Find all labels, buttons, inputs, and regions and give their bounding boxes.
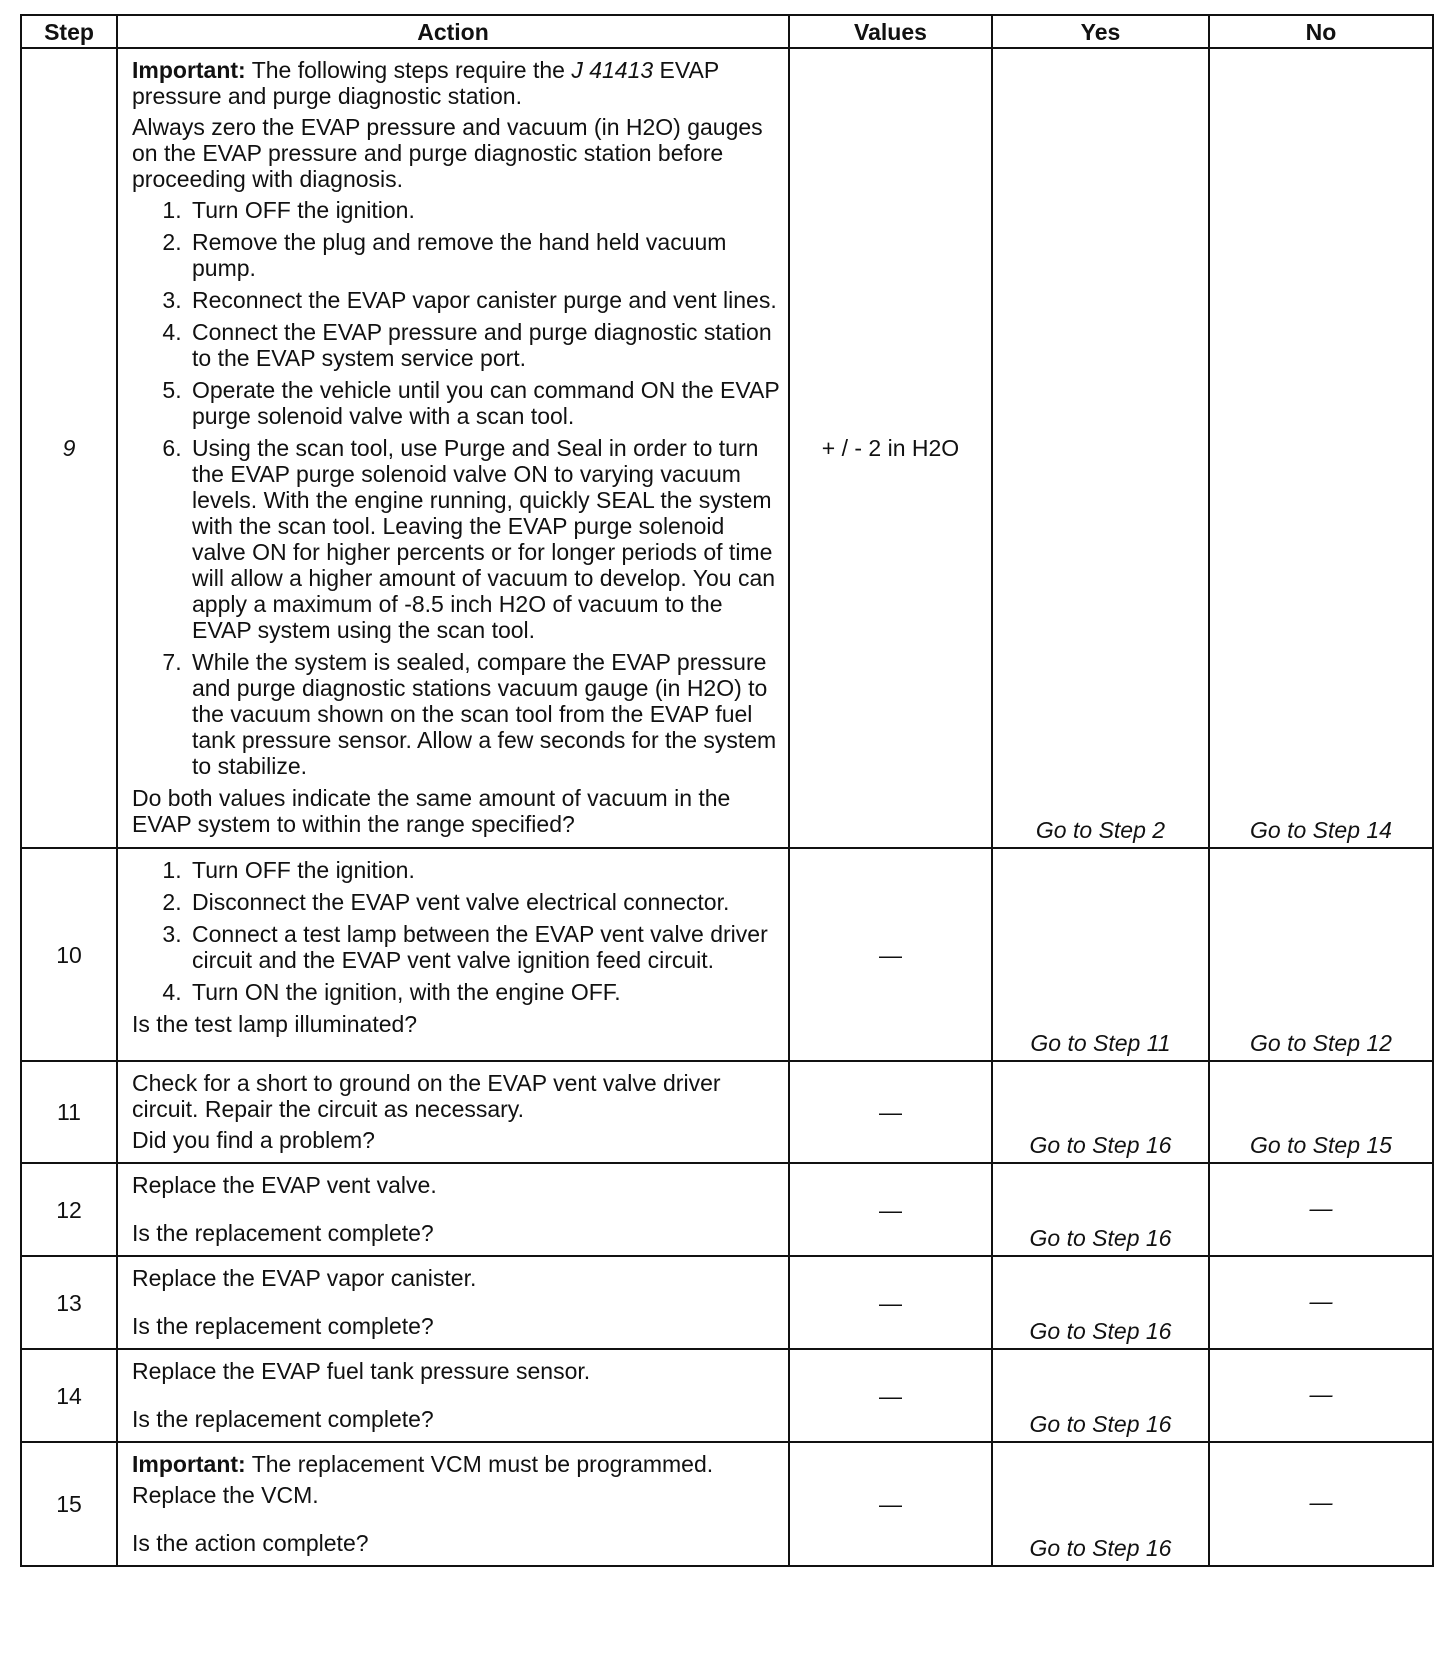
values-cell: —	[789, 1061, 992, 1163]
yes-cell: Go to Step 11	[992, 848, 1209, 1061]
procedure-list	[132, 197, 780, 779]
instruction-paragraph: Replace the EVAP vent valve.	[132, 1172, 437, 1198]
step-number: 12	[21, 1163, 117, 1256]
values-cell: —	[789, 1256, 992, 1349]
step-number: 9	[21, 48, 117, 848]
tool-number: J 41413	[571, 57, 654, 83]
no-cell: Go to Step 15	[1209, 1061, 1433, 1163]
question-text: Do both values indicate the same amount of vacuum in the EVAP system to within the range specified?	[132, 785, 731, 837]
table-row	[21, 848, 1433, 1061]
list-item: 5. Operate the vehicle until you can command ON the EVAP purge solenoid valve with a scan tool.	[188, 377, 780, 429]
action-cell	[117, 1061, 789, 1163]
yes-cell: Go to Step 16	[992, 1163, 1209, 1256]
list-item: 3. Connect a test lamp between the EVAP vent valve driver circuit and the EVAP vent valve ignition feed circuit.	[188, 921, 780, 973]
step-number: 10	[21, 848, 117, 1061]
procedure-list	[132, 857, 780, 1005]
values-cell: —	[789, 848, 992, 1061]
table-row	[21, 1349, 1433, 1442]
list-item: 2. Remove the plug and remove the hand held vacuum pump.	[188, 229, 780, 281]
question-text: Is the replacement complete?	[132, 1406, 434, 1432]
list-item: 1. Turn OFF the ignition.	[188, 857, 780, 883]
instruction-paragraph: Replace the EVAP fuel tank pressure sensor.	[132, 1358, 591, 1384]
question-text: Did you find a problem?	[132, 1127, 375, 1153]
header-action: Action	[117, 15, 789, 48]
list-item: 4. Turn ON the ignition, with the engine OFF.	[188, 979, 780, 1005]
no-cell: —	[1209, 1349, 1433, 1442]
instruction-paragraph: Always zero the EVAP pressure and vacuum (in H2O) gauges on the EVAP pressure and purge diagnostic station before proceeding with diagnosis.	[132, 114, 763, 192]
action-cell	[117, 1349, 789, 1442]
table-row	[21, 48, 1433, 848]
action-cell	[117, 1442, 789, 1566]
step-number: 13	[21, 1256, 117, 1349]
important-note	[132, 1451, 780, 1477]
header-yes: Yes	[992, 15, 1209, 48]
action-cell	[117, 48, 789, 848]
values-cell: —	[789, 1349, 992, 1442]
list-item: 4. Connect the EVAP pressure and purge diagnostic station to the EVAP system service port.	[188, 319, 780, 371]
yes-cell: Go to Step 16	[992, 1256, 1209, 1349]
list-item: 1. Turn OFF the ignition.	[188, 197, 780, 223]
table-row	[21, 1256, 1433, 1349]
important-label: Important:	[132, 57, 246, 83]
yes-cell: Go to Step 16	[992, 1061, 1209, 1163]
header-step: Step	[21, 15, 117, 48]
question-text: Is the action complete?	[132, 1530, 369, 1556]
header-row	[21, 15, 1433, 48]
table-row	[21, 1163, 1433, 1256]
no-cell: —	[1209, 1163, 1433, 1256]
yes-cell: Go to Step 2	[992, 48, 1209, 848]
step-number: 14	[21, 1349, 117, 1442]
question-text: Is the replacement complete?	[132, 1313, 434, 1339]
values-cell: + / - 2 in H2O	[789, 48, 992, 848]
instruction-paragraph: Replace the VCM.	[132, 1482, 319, 1508]
step-number: 15	[21, 1442, 117, 1566]
yes-cell: Go to Step 16	[992, 1349, 1209, 1442]
important-note	[132, 57, 780, 109]
instruction-paragraph: Replace the EVAP vapor canister.	[132, 1265, 477, 1291]
header-no: No	[1209, 15, 1433, 48]
no-cell: —	[1209, 1442, 1433, 1566]
question-text: Is the replacement complete?	[132, 1220, 434, 1246]
question-text: Is the test lamp illuminated?	[132, 1011, 418, 1037]
yes-cell: Go to Step 16	[992, 1442, 1209, 1566]
list-item: 7. While the system is sealed, compare the EVAP pressure and purge diagnostic stations vacuum gauge (in H2O) to the vacuum shown on the scan tool from the EVAP fuel tank pressure sensor. Allow a few seconds for the system to stabilize.	[188, 649, 780, 779]
table-row	[21, 1061, 1433, 1163]
values-cell: —	[789, 1163, 992, 1256]
important-label: Important:	[132, 1451, 246, 1477]
values-cell: —	[789, 1442, 992, 1566]
list-item: 3. Reconnect the EVAP vapor canister purge and vent lines.	[188, 287, 780, 313]
list-item: 2. Disconnect the EVAP vent valve electrical connector.	[188, 889, 780, 915]
important-text: The following steps require the	[245, 57, 572, 83]
instruction-paragraph: Check for a short to ground on the EVAP vent valve driver circuit. Repair the circuit as necessary.	[132, 1070, 721, 1122]
header-values: Values	[789, 15, 992, 48]
no-cell: Go to Step 14	[1209, 48, 1433, 848]
important-text: The replacement VCM must be programmed.	[245, 1451, 714, 1477]
list-item: 6. Using the scan tool, use Purge and Seal in order to turn the EVAP purge solenoid valve ON to varying vacuum levels. With the engine running, quickly SEAL the system with the scan tool. Leaving the EVAP purge solenoid valve ON for higher percents or for longer periods of time will allow a higher amount of vacuum to develop. You can apply a maximum of -8.5 inch H2O of vacuum to the EVAP system using the scan tool.	[188, 435, 780, 643]
no-cell: Go to Step 12	[1209, 848, 1433, 1061]
no-cell: —	[1209, 1256, 1433, 1349]
action-cell	[117, 1256, 789, 1349]
diagnostic-table	[20, 14, 1434, 1567]
table-row	[21, 1442, 1433, 1566]
action-cell	[117, 1163, 789, 1256]
action-cell	[117, 848, 789, 1061]
important-text: EVAP pressure and purge diagnostic station.	[132, 57, 719, 109]
step-number: 11	[21, 1061, 117, 1163]
